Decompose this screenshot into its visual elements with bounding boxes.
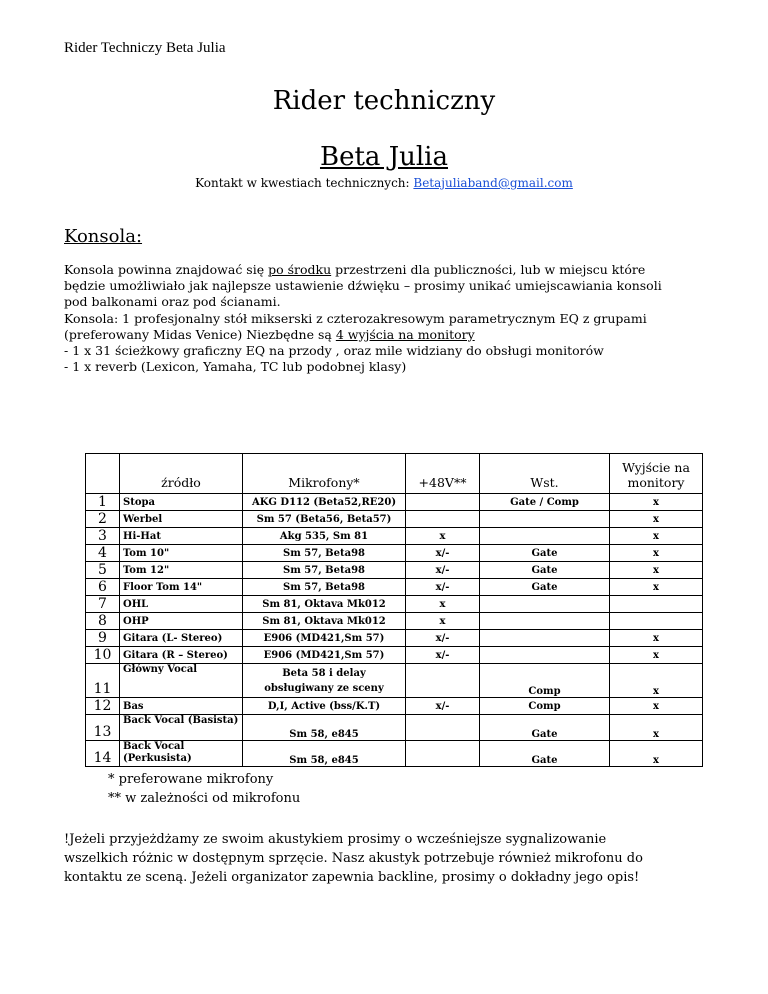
row-monitor: x [610, 528, 703, 545]
row-phantom [406, 494, 480, 511]
row-phantom: x/- [406, 545, 480, 562]
row-insert [480, 630, 610, 647]
row-source: Gitara (R – Stereo) [120, 647, 243, 664]
row-microphone: D,I, Active (bss/K.T) [243, 698, 406, 715]
row-source: OHP [120, 613, 243, 630]
header-source: źródło [120, 454, 243, 494]
row-phantom: x/- [406, 630, 480, 647]
row-source: Werbel [120, 511, 243, 528]
row-microphone: AKG D112 (Beta52,RE20) [243, 494, 406, 511]
row-source: Tom 10" [120, 545, 243, 562]
header-microphones: Mikrofony* [243, 454, 406, 494]
row-insert: Gate [480, 545, 610, 562]
row-insert [480, 596, 610, 613]
row-phantom: x [406, 528, 480, 545]
row-monitor [610, 596, 703, 613]
row-insert: Gate [480, 579, 610, 596]
row-number: 9 [86, 630, 120, 647]
table-row [86, 647, 703, 664]
console-line-7: - 1 x reverb (Lexicon, Yamaha, TC lub podobnej klasy) [64, 359, 407, 375]
row-monitor: x [610, 715, 703, 741]
row-phantom: x/- [406, 698, 480, 715]
table-row [86, 698, 703, 715]
table-row [86, 545, 703, 562]
row-monitor: x [610, 698, 703, 715]
table-header-row [86, 454, 703, 494]
row-number: 14 [86, 741, 120, 767]
row-source: Główny Vocal [120, 664, 243, 698]
running-header: Rider Techniczy Beta Julia [64, 40, 226, 56]
row-phantom [406, 664, 480, 698]
row-monitor: x [610, 664, 703, 698]
table-row [86, 741, 703, 767]
table-row [86, 613, 703, 630]
table-row [86, 511, 703, 528]
row-source: Tom 12" [120, 562, 243, 579]
row-source: Back Vocal (Perkusista) [120, 741, 243, 767]
row-microphone: Akg 535, Sm 81 [243, 528, 406, 545]
table-row [86, 528, 703, 545]
input-list-table [85, 453, 703, 767]
row-source: Floor Tom 14" [120, 579, 243, 596]
footer-line-3: kontaktu ze sceną. Jeżeli organizator zapewnia backline, prosimy o dokładny jego opis! [64, 870, 640, 885]
row-insert: Comp [480, 664, 610, 698]
console-line-3: pod balkonami oraz pod ścianami. [64, 294, 281, 310]
row-insert: Comp [480, 698, 610, 715]
contact-email-link[interactable]: Betajuliaband@gmail.com [413, 176, 573, 190]
footer-paragraph [64, 830, 714, 887]
row-phantom [406, 511, 480, 528]
row-microphone: Sm 81, Oktava Mk012 [243, 596, 406, 613]
row-monitor [610, 613, 703, 630]
page-title: Rider techniczny [272, 86, 496, 116]
row-number: 4 [86, 545, 120, 562]
row-insert: Gate [480, 741, 610, 767]
row-number: 1 [86, 494, 120, 511]
row-monitor: x [610, 494, 703, 511]
table-row [86, 494, 703, 511]
row-number: 11 [86, 664, 120, 698]
row-insert: Gate [480, 715, 610, 741]
contact-label: Kontakt w kwestiach technicznych: [195, 176, 414, 190]
footer-line-1: !Jeżeli przyjeżdżamy ze swoim akustykiem prosimy o wcześniejsze sygnalizowanie [64, 832, 607, 847]
row-monitor: x [610, 579, 703, 596]
console-line-4: Konsola: 1 profesjonalny stół mikserski z czterozakresowym parametrycznym EQ z grupami [64, 310, 647, 326]
row-source: Stopa [120, 494, 243, 511]
band-name: Beta Julia [319, 142, 448, 172]
header-phantom-power: +48V** [406, 454, 480, 494]
row-phantom [406, 741, 480, 767]
row-phantom [406, 715, 480, 741]
row-number: 2 [86, 511, 120, 528]
row-phantom: x/- [406, 579, 480, 596]
footer-line-2: wszelkich różnic w dostępnym sprzęcie. Nasz akustyk potrzebuje również mikrofonu do [64, 851, 643, 866]
row-number: 7 [86, 596, 120, 613]
row-monitor: x [610, 630, 703, 647]
table-row [86, 664, 703, 698]
row-microphone: Sm 57, Beta98 [243, 545, 406, 562]
row-insert [480, 647, 610, 664]
console-description [64, 262, 714, 375]
header-monitor-out: Wyjście na monitory [610, 454, 703, 494]
row-microphone: Sm 81, Oktava Mk012 [243, 613, 406, 630]
row-microphone: E906 (MD421,Sm 57) [243, 630, 406, 647]
row-insert [480, 511, 610, 528]
row-number: 13 [86, 715, 120, 741]
row-monitor: x [610, 511, 703, 528]
row-insert: Gate / Comp [480, 494, 610, 511]
row-insert [480, 613, 610, 630]
contact-line [0, 176, 768, 190]
row-source: Gitara (L- Stereo) [120, 630, 243, 647]
row-number: 12 [86, 698, 120, 715]
table-row [86, 630, 703, 647]
note-phantom: ** w zależności od mikrofonu [108, 791, 301, 806]
note-preferred-mics: * preferowane mikrofony [108, 772, 274, 787]
table-row [86, 596, 703, 613]
row-phantom: x [406, 613, 480, 630]
console-line-2: będzie umożliwiało jak najlepsze ustawienie dźwięku – prosimy unikać umiejscawiania konsoli [64, 278, 662, 294]
header-insert: Wst. [480, 454, 610, 494]
row-number: 5 [86, 562, 120, 579]
row-microphone: Sm 57, Beta98 [243, 562, 406, 579]
header-number [86, 454, 120, 494]
row-insert [480, 528, 610, 545]
row-monitor: x [610, 741, 703, 767]
console-heading: Konsola: [64, 226, 143, 247]
console-line-6: - 1 x 31 ścieżkowy graficzny EQ na przody , oraz mile widziany do obsługi monitorów [64, 343, 604, 359]
row-phantom: x/- [406, 647, 480, 664]
row-source: OHL [120, 596, 243, 613]
row-number: 3 [86, 528, 120, 545]
row-microphone: Sm 57 (Beta56, Beta57) [243, 511, 406, 528]
row-microphone: Sm 57, Beta98 [243, 579, 406, 596]
row-source: Back Vocal (Basista) [120, 715, 243, 741]
table-notes [108, 770, 300, 808]
row-insert: Gate [480, 562, 610, 579]
row-phantom: x [406, 596, 480, 613]
console-line-5: (preferowany Midas Venice) Niezbędne są 4 wyjścia na monitory [64, 326, 475, 342]
table-row [86, 715, 703, 741]
row-phantom: x/- [406, 562, 480, 579]
table-row [86, 579, 703, 596]
row-microphone: Beta 58 i delay obsługiwany ze sceny [243, 664, 406, 698]
row-source: Hi-Hat [120, 528, 243, 545]
row-microphone: E906 (MD421,Sm 57) [243, 647, 406, 664]
table-row [86, 562, 703, 579]
row-monitor: x [610, 545, 703, 562]
row-microphone: Sm 58, e845 [243, 715, 406, 741]
row-number: 6 [86, 579, 120, 596]
row-number: 10 [86, 647, 120, 664]
row-source: Bas [120, 698, 243, 715]
row-microphone: Sm 58, e845 [243, 741, 406, 767]
console-line-1: Konsola powinna znajdować się po środku przestrzeni dla publiczności, lub w miejscu które [64, 262, 646, 277]
row-number: 8 [86, 613, 120, 630]
row-monitor: x [610, 647, 703, 664]
row-monitor: x [610, 562, 703, 579]
